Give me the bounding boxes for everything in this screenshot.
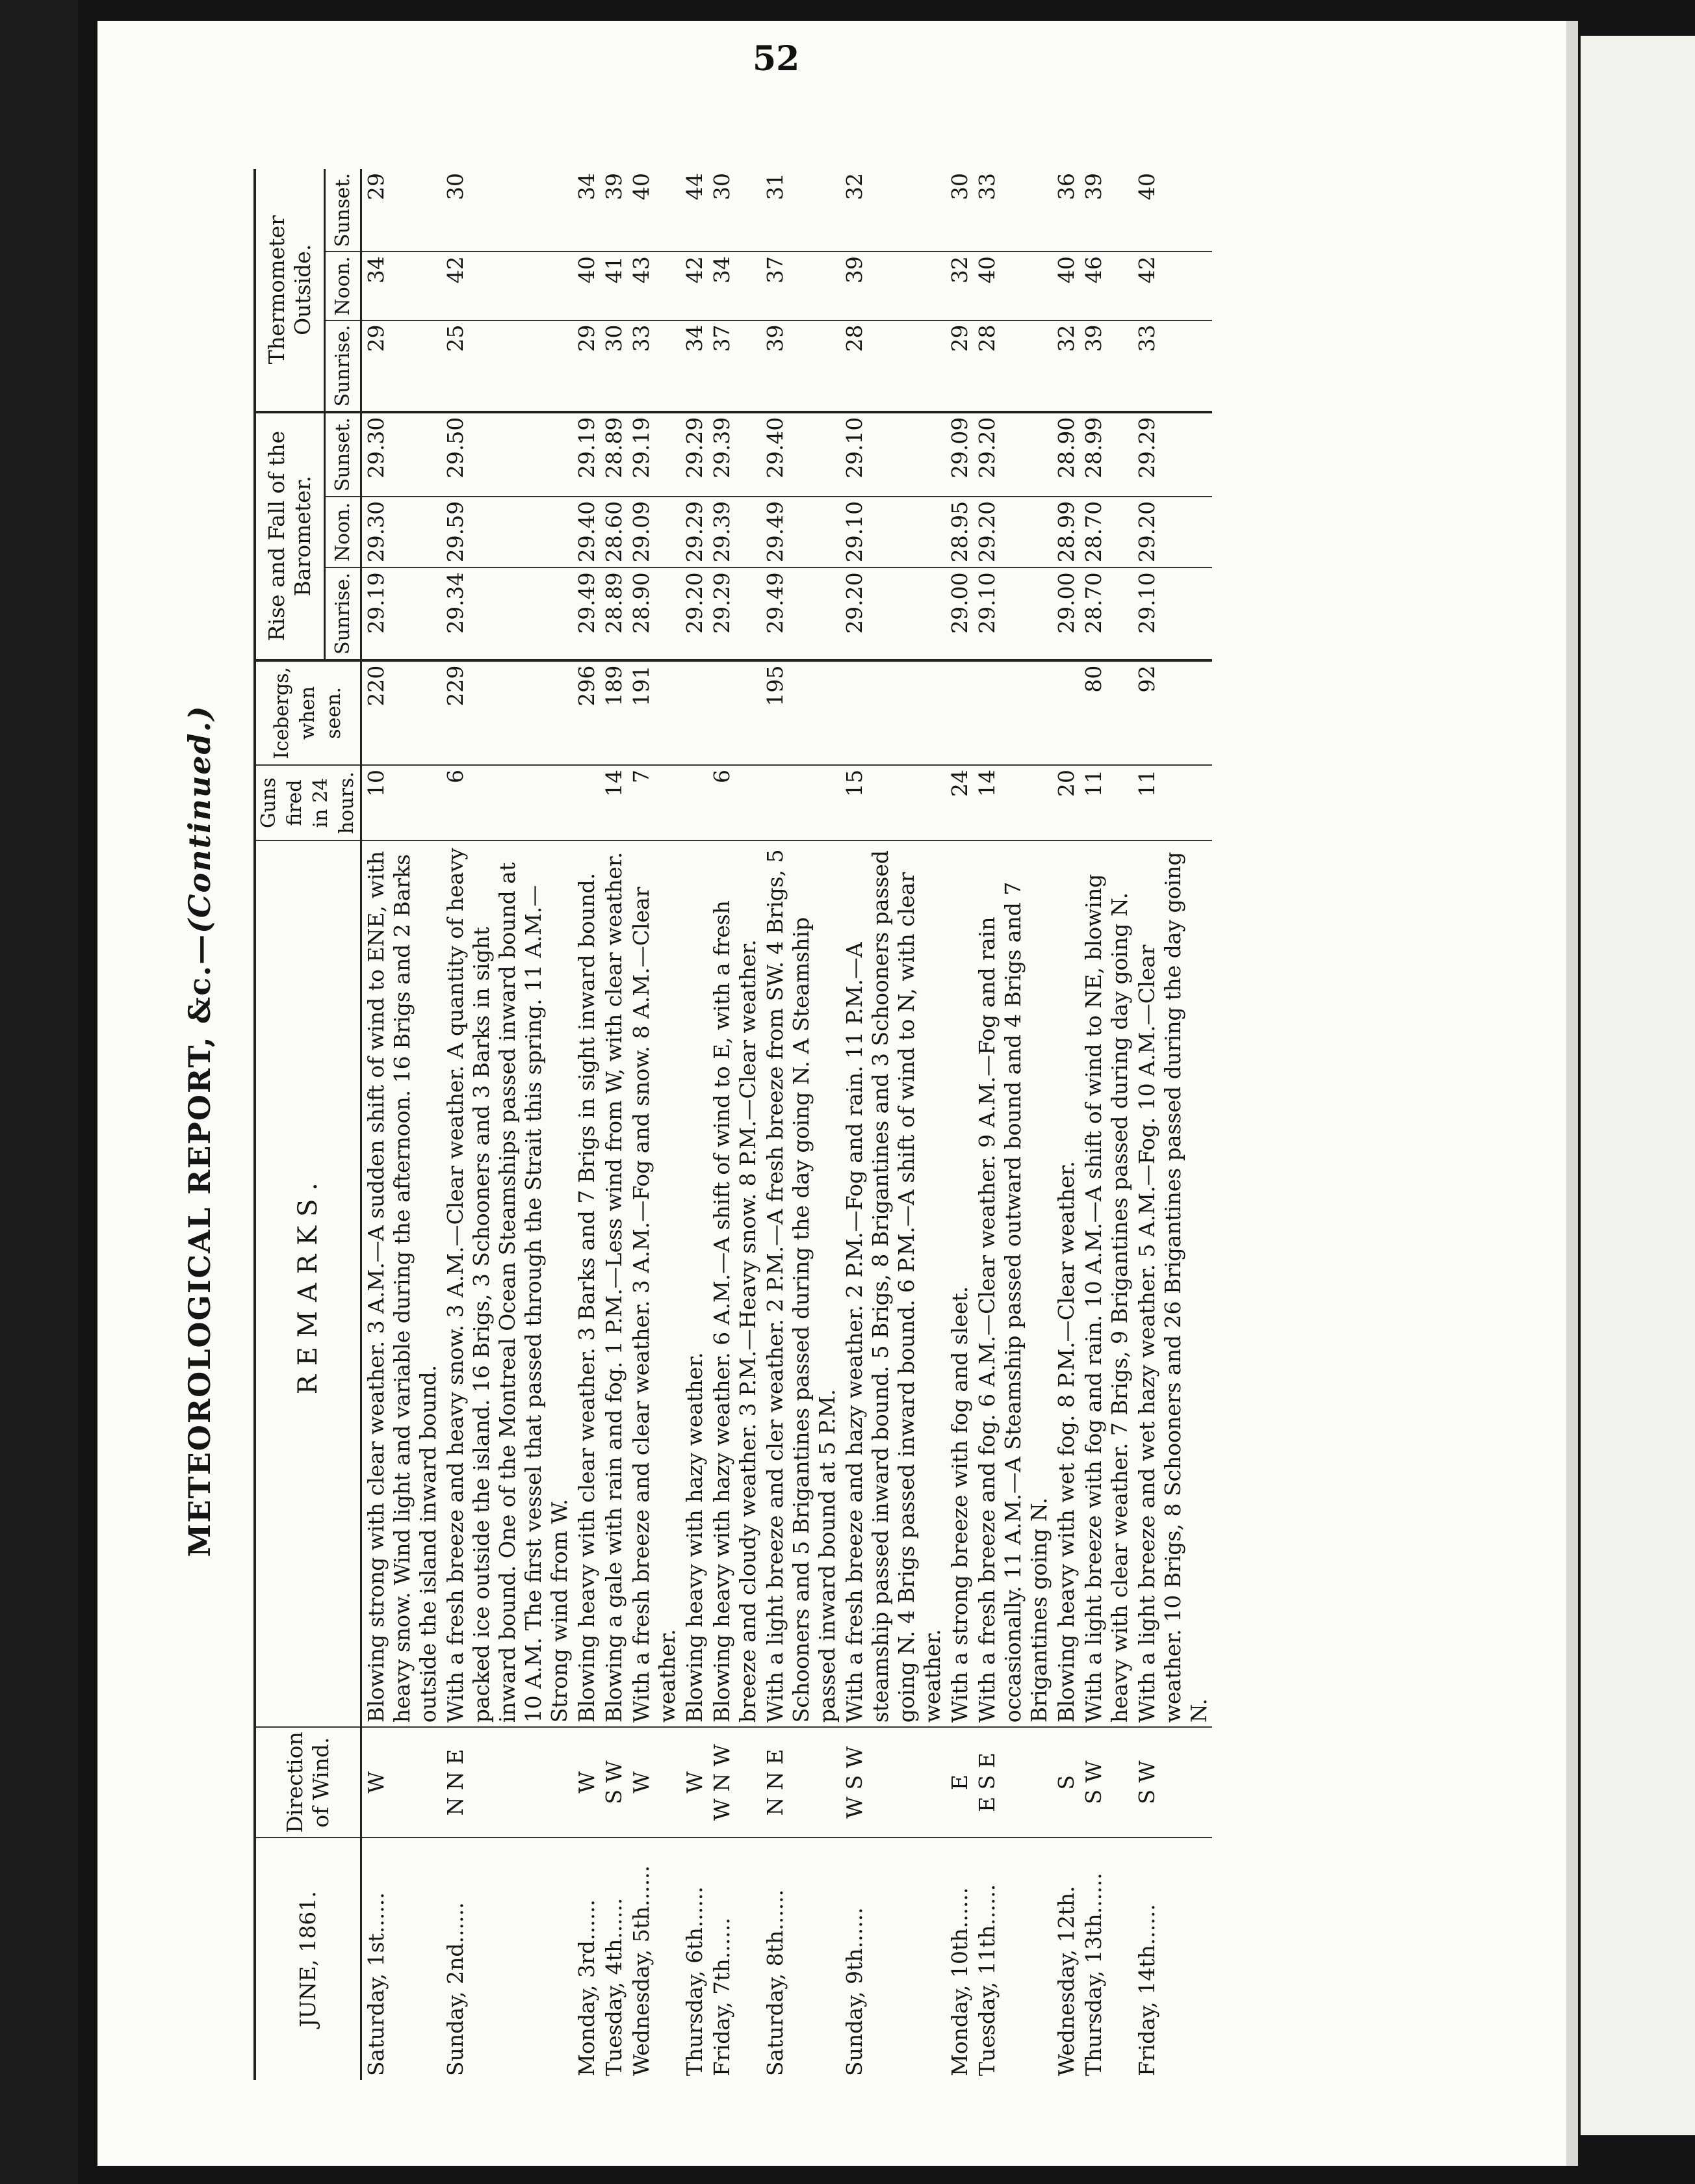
row-baro-sunset: 28.90: [1052, 412, 1080, 497]
row-baro-sunset: 29.40: [761, 412, 840, 497]
row-icebergs: 220: [361, 660, 442, 765]
table-row: [1133, 169, 1212, 2080]
row-baro-noon: 29.10: [840, 497, 946, 568]
row-wind: W: [680, 1727, 708, 1838]
row-therm-noon: 42: [441, 252, 573, 320]
row-remarks: Blowing heavy with wet fog. 8 P.M.—Clear weather.: [1052, 840, 1080, 1727]
row-date: Thursday, 6th......: [682, 1886, 707, 2076]
table-row: [973, 169, 1052, 2080]
row-remarks: With a light breeze and cler weather. 2 P.M.—A fresh breeze from SW. 4 Brigs, 5 Schooners and 5 Brigantines passed during the day going N. A Steamship passed inward bound at 5 P.M.: [761, 840, 840, 1727]
row-therm-sunrise: 33: [627, 320, 680, 412]
table-row: [840, 169, 946, 2080]
facing-page-edge: [1581, 36, 1695, 2135]
row-guns: 11: [1080, 765, 1133, 840]
row-therm-sunset: 36: [1052, 169, 1080, 252]
row-therm-noon: 40: [1052, 252, 1080, 320]
row-icebergs: 92: [1133, 660, 1212, 765]
header-wind: Direction of Wind.: [255, 1727, 361, 1838]
row-therm-noon: 42: [680, 252, 708, 320]
row-guns: 24: [946, 765, 973, 840]
row-date: Monday, 3rd......: [574, 1899, 599, 2076]
row-guns: 6: [708, 765, 761, 840]
row-baro-sunset: 28.99: [1080, 412, 1133, 497]
header-therm-noon: Noon.: [325, 252, 361, 320]
row-therm-noon: 41: [600, 252, 627, 320]
row-therm-sunset: 34: [573, 169, 600, 252]
row-baro-sunrise: 28.90: [627, 567, 680, 660]
row-baro-noon: 28.70: [1080, 497, 1133, 568]
row-icebergs: [973, 660, 1052, 765]
row-guns: 14: [600, 765, 627, 840]
row-therm-noon: 40: [573, 252, 600, 320]
row-baro-sunset: 29.39: [708, 412, 761, 497]
row-therm-sunrise: 39: [1080, 320, 1133, 412]
row-wind: N N E: [761, 1727, 840, 1838]
row-icebergs: [708, 660, 761, 765]
header-thermometer: Thermometer Outside.: [255, 169, 325, 412]
row-remarks: With a fresh breeze and heavy snow. 3 A.M.—Clear weather. A quantity of heavy packed ice outside the island. 16 Brigs, 3 Schooners and 3 Barks in sight inward bound. One of the Montreal Ocean Steamships passed inward bound at 10 A.M. The first vessel that passed through the Strait this spring. 11 A.M.—Strong wind from W.: [441, 840, 573, 1727]
row-baro-noon: 29.30: [361, 497, 442, 568]
row-date: Tuesday, 4th......: [601, 1897, 627, 2076]
row-date: Monday, 10th......: [947, 1887, 972, 2076]
row-remarks: With a strong breeze with fog and sleet.: [946, 840, 973, 1727]
table-row: [627, 169, 680, 2080]
row-therm-sunset: 44: [680, 169, 708, 252]
row-therm-sunset: 39: [1080, 169, 1133, 252]
row-wind: W S W: [840, 1727, 946, 1838]
row-baro-sunset: 29.50: [441, 412, 573, 497]
row-wind: S: [1052, 1727, 1080, 1838]
row-remarks: With a fresh breeze and fog. 6 A.M.—Clear weather. 9 A.M.—Fog and rain occasionally. 11 A.M.—A Steamship passed outward bound and 4 Brigs and 7 Brigantines going N.: [973, 840, 1052, 1727]
row-icebergs: [680, 660, 708, 765]
header-remarks: REMARKS.: [255, 840, 361, 1727]
row-baro-sunset: 29.09: [946, 412, 973, 497]
row-guns: 14: [973, 765, 1052, 840]
row-baro-noon: 29.09: [627, 497, 680, 568]
row-baro-noon: 28.95: [946, 497, 973, 568]
page-number: 52: [753, 39, 800, 79]
table-row: [573, 169, 600, 2080]
row-guns: 11: [1133, 765, 1212, 840]
row-therm-sunset: 40: [1133, 169, 1212, 252]
row-guns: 20: [1052, 765, 1080, 840]
row-therm-noon: 34: [361, 252, 442, 320]
row-date: Friday, 14th......: [1134, 1904, 1159, 2076]
row-icebergs: 80: [1080, 660, 1133, 765]
row-therm-sunset: 30: [441, 169, 573, 252]
row-date: Sunday, 9th......: [842, 1907, 867, 2076]
row-baro-sunrise: 29.20: [840, 567, 946, 660]
row-therm-noon: 40: [973, 252, 1052, 320]
header-guns: Guns fired in 24 hours.: [255, 765, 361, 840]
row-baro-noon: 28.99: [1052, 497, 1080, 568]
report-title: [182, 156, 247, 2106]
table-row: [708, 169, 761, 2080]
row-icebergs: [946, 660, 973, 765]
table-row: [1080, 169, 1133, 2080]
row-remarks: With a light breeze and wet hazy weather. 5 A.M.—Fog. 10 A.M.—Clear weather. 10 Brigs, 8 Schooners and 26 Brigantines passed during the day going N.: [1133, 840, 1212, 1727]
row-wind: W: [573, 1727, 600, 1838]
row-therm-sunrise: 29: [946, 320, 973, 412]
row-wind: S W: [600, 1727, 627, 1838]
row-baro-sunset: 29.29: [1133, 412, 1212, 497]
row-therm-noon: 42: [1133, 252, 1212, 320]
row-remarks: With a fresh breeze and hazy weather. 2 P.M.—Fog and rain. 11 P.M.—A steamship passed inward bound. 5 Brigs, 8 Brigantines and 3 Schooners passed going N. 4 Brigs passed inward bound. 6 P.M.—A shift of wind to N, with clear weather.: [840, 840, 946, 1727]
row-baro-sunrise: 29.20: [680, 567, 708, 660]
scan-dark-edge: [0, 0, 78, 2184]
row-therm-sunrise: 25: [441, 320, 573, 412]
table-row: [1052, 169, 1080, 2080]
row-guns: [680, 765, 708, 840]
table-body: [361, 169, 1213, 2080]
row-remarks: Blowing heavy with clear weather. 3 Barks and 7 Brigs in sight inward bound.: [573, 840, 600, 1727]
row-therm-sunset: 40: [627, 169, 680, 252]
row-wind: W: [627, 1727, 680, 1838]
row-baro-sunset: 28.89: [600, 412, 627, 497]
row-therm-sunrise: 28: [840, 320, 946, 412]
header-therm-sunset: Sunset.: [325, 169, 361, 252]
row-wind: S W: [1133, 1727, 1212, 1838]
row-baro-sunrise: 29.00: [1052, 567, 1080, 660]
table-row: [361, 169, 442, 2080]
row-date: Friday, 7th......: [709, 1918, 734, 2076]
row-baro-sunrise: 28.89: [600, 567, 627, 660]
row-remarks: Blowing a gale with rain and fog. 1 P.M.—Less wind from W, with clear weather.: [600, 840, 627, 1727]
row-remarks: Blowing strong with clear weather. 3 A.M.—A sudden shift of wind to ENE, with heavy snow. Wind light and variable during the afternoon. 16 Brigs and 2 Barks outside the island inward bound.: [361, 840, 442, 1727]
row-baro-sunrise: 29.10: [1133, 567, 1212, 660]
table-row: [680, 169, 708, 2080]
row-icebergs: 195: [761, 660, 840, 765]
row-remarks: Blowing heavy with hazy weather.: [680, 840, 708, 1727]
row-baro-noon: 28.60: [600, 497, 627, 568]
row-baro-sunrise: 29.29: [708, 567, 761, 660]
row-therm-sunset: 29: [361, 169, 442, 252]
row-wind: E S E: [973, 1727, 1052, 1838]
row-baro-sunset: 29.19: [627, 412, 680, 497]
row-therm-sunrise: 30: [600, 320, 627, 412]
row-therm-sunrise: 39: [761, 320, 840, 412]
row-baro-noon: 29.59: [441, 497, 573, 568]
table-row: [600, 169, 627, 2080]
row-therm-noon: 43: [627, 252, 680, 320]
row-icebergs: 189: [600, 660, 627, 765]
row-baro-noon: 29.20: [1133, 497, 1212, 568]
row-therm-sunset: 30: [946, 169, 973, 252]
header-baro-sunset: Sunset.: [325, 412, 361, 497]
row-therm-sunset: 30: [708, 169, 761, 252]
row-remarks: With a fresh breeze and clear weather. 3 A.M.—Fog and snow. 8 A.M.—Clear weather.: [627, 840, 680, 1727]
row-icebergs: 296: [573, 660, 600, 765]
row-baro-sunset: 29.19: [573, 412, 600, 497]
row-baro-sunrise: 29.10: [973, 567, 1052, 660]
row-baro-noon: 29.29: [680, 497, 708, 568]
row-guns: 10: [361, 765, 442, 840]
row-date: Tuesday, 11th......: [974, 1884, 1000, 2076]
title-continued: (Continued.): [182, 705, 217, 933]
header-therm-sunrise: Sunrise.: [325, 320, 361, 412]
row-date: Sunday, 2nd......: [443, 1902, 468, 2076]
row-therm-sunset: 33: [973, 169, 1052, 252]
table-row: [761, 169, 840, 2080]
table-row: [441, 169, 573, 2080]
row-wind: N N E: [441, 1727, 573, 1838]
rotated-report: [182, 156, 1417, 2106]
header-barometer: Rise and Fall of the Barometer.: [255, 412, 325, 660]
row-baro-sunset: 29.30: [361, 412, 442, 497]
row-therm-sunrise: 29: [361, 320, 442, 412]
row-baro-sunset: 29.10: [840, 412, 946, 497]
row-date: Saturday, 1st......: [363, 1892, 389, 2076]
row-baro-noon: 29.20: [973, 497, 1052, 568]
row-wind: E: [946, 1727, 973, 1838]
header-date: JUNE, 1861.: [255, 1838, 361, 2080]
row-therm-sunset: 32: [840, 169, 946, 252]
table-row: [946, 169, 973, 2080]
row-guns: [761, 765, 840, 840]
header-icebergs: Icebergs, when seen.: [255, 660, 361, 765]
row-baro-sunset: 29.20: [973, 412, 1052, 497]
row-therm-sunrise: 28: [973, 320, 1052, 412]
row-guns: 6: [441, 765, 573, 840]
row-baro-sunrise: 29.49: [761, 567, 840, 660]
header-baro-sunrise: Sunrise.: [325, 567, 361, 660]
row-therm-sunrise: 33: [1133, 320, 1212, 412]
meteorological-table: [253, 169, 1212, 2080]
row-icebergs: [840, 660, 946, 765]
row-therm-sunset: 39: [600, 169, 627, 252]
row-icebergs: 191: [627, 660, 680, 765]
row-therm-noon: 37: [761, 252, 840, 320]
row-icebergs: [1052, 660, 1080, 765]
row-baro-sunrise: 29.34: [441, 567, 573, 660]
row-therm-noon: 46: [1080, 252, 1133, 320]
row-baro-noon: 29.49: [761, 497, 840, 568]
row-baro-noon: 29.40: [573, 497, 600, 568]
row-baro-noon: 29.39: [708, 497, 761, 568]
row-date: Wednesday, 12th.: [1054, 1886, 1079, 2076]
row-baro-sunrise: 29.00: [946, 567, 973, 660]
row-date: Thursday, 13th......: [1081, 1873, 1106, 2076]
row-date: Wednesday, 5th......: [628, 1865, 654, 2076]
row-wind: W: [361, 1727, 442, 1838]
row-therm-sunrise: 37: [708, 320, 761, 412]
header-baro-noon: Noon.: [325, 497, 361, 568]
row-therm-noon: 34: [708, 252, 761, 320]
row-wind: S W: [1080, 1727, 1133, 1838]
row-guns: 15: [840, 765, 946, 840]
row-therm-noon: 39: [840, 252, 946, 320]
row-baro-sunset: 29.29: [680, 412, 708, 497]
row-therm-sunrise: 29: [573, 320, 600, 412]
row-remarks: Blowing heavy with hazy weather. 6 A.M.—A shift of wind to E, with a fresh breeze and cloudy weather. 3 P.M.—Heavy snow. 8 P.M.—Clear weather.: [708, 840, 761, 1727]
row-date: Saturday, 8th......: [762, 1889, 788, 2076]
row-baro-sunrise: 29.19: [361, 567, 442, 660]
row-therm-sunset: 31: [761, 169, 840, 252]
row-baro-sunrise: 28.70: [1080, 567, 1133, 660]
row-therm-noon: 32: [946, 252, 973, 320]
row-icebergs: 229: [441, 660, 573, 765]
row-remarks: With a light breeze with fog and rain. 10 A.M.—A shift of wind to NE, blowing heavy with clear weather. 7 Brigs, 9 Brigantines passed during day going N.: [1080, 840, 1133, 1727]
row-baro-sunrise: 29.49: [573, 567, 600, 660]
title-main: METEOROLOGICAL REPORT, &c.—: [182, 933, 217, 1557]
row-guns: 7: [627, 765, 680, 840]
row-therm-sunrise: 32: [1052, 320, 1080, 412]
row-therm-sunrise: 34: [680, 320, 708, 412]
row-wind: W N W: [708, 1727, 761, 1838]
row-guns: [573, 765, 600, 840]
